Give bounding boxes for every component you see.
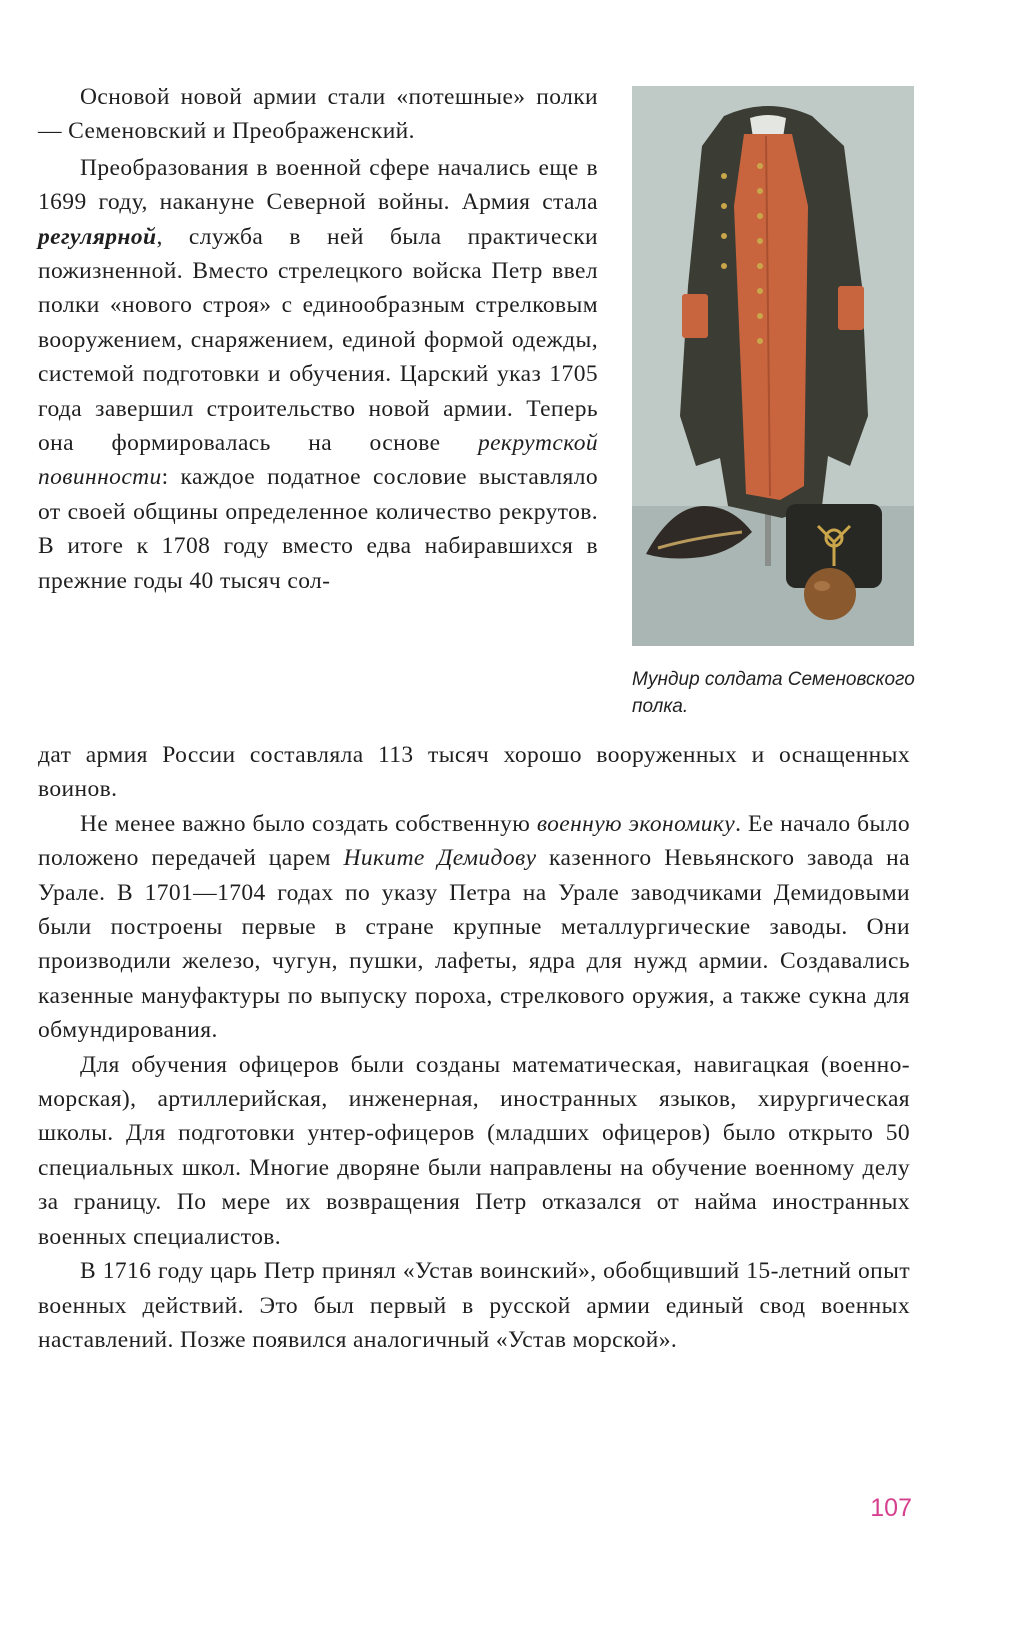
term-regular-army: регулярной [38,223,157,250]
page-number: 107 [870,1494,912,1522]
figure-caption: Мундир солдата Семеновского полка. [632,669,915,717]
term-military-economy: военную экономику [536,810,736,837]
wide-column [38,738,910,1357]
paragraph-3-text-c: казенного Невьянского завода на Урале. В 1701—1704 годах по указу Петра на Урале заводчиками Демидовыми были построены первые в стране крупные металлургические заводы. Они производили железо, чугун, пушки, лафеты, ядра для нужд армии. Создавались казенные мануфактуры по выпуску пороха, стрелкового оружия, а также сукна для обмундирования. [38,845,910,1044]
paragraph-2 [38,151,598,598]
narrow-column [38,80,598,598]
paragraph-1: Основой новой армии стали «потешные» полки — Семеновский и Преображенский. [38,84,598,145]
paragraph-2-text-a: Преобразования в военной сфере начались еще в 1699 году, накануне Северной войны. Армия стала [38,154,598,216]
paragraph-3-text-a: Не менее важно было создать собственную [80,810,537,837]
uniform-photo [632,86,914,646]
paragraph-3-text-b: . Ее начало было положено передачей царем [38,810,910,872]
paragraph-5: В 1716 году царь Петр принял «Устав воинский», обобщивший 15-летний опыт военных действий. Это был первый в русской армии единый свод военных наставлений. Позже появился аналогичный «Устав морской». [38,1258,910,1353]
term-demidov: Никите Демидову [343,845,537,872]
term-recruit-duty: рекрутской повинности [38,430,598,491]
paragraph-2-continued: дат армия России составляла 113 тысяч хорошо вооруженных и оснащенных воинов. [38,742,910,803]
paragraph-3 [38,807,910,1048]
paragraph-2-text-b: , служба в ней была практически пожизненной. Вместо стрелецкого войска Петр ввел полки «нового строя» с единообразным стрелковым вооружением, снаряжением, единой формой одежды, системой подготовки и обучения. Царский указ 1705 года завершил строительство новой армии. Теперь она формировалась на основе [38,223,598,457]
paragraph-2-text-c: : каждое податное сословие выставляло от своей общины определенное количество рекрутов. В итоге к 1708 году вместо едва набиравшихся в прежние годы 40 тысяч сол- [38,464,598,594]
paragraph-4: Для обучения офицеров были созданы математическая, навигацкая (военно-морская), артиллерийская, инженерная, иностранных языков, хирургическая школы. Для подготовки унтер-офицеров (младших офицеров) было открыто 50 специальных школ. Многие дворяне были направлены на обучение военному делу за границу. По мере их возвращения Петр отказался от найма иностранных военных специалистов. [38,1051,910,1250]
